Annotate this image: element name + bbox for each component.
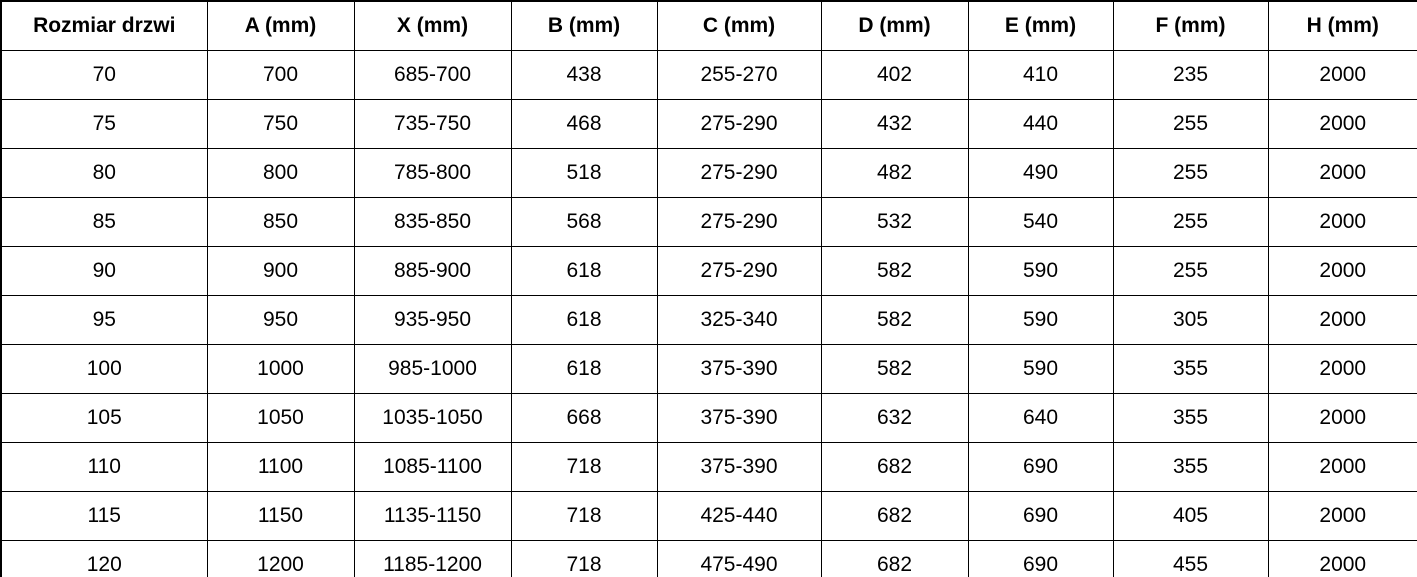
table-cell: 120 [1, 541, 207, 577]
table-cell: 640 [968, 394, 1113, 443]
table-cell: 275-290 [657, 149, 821, 198]
table-cell: 325-340 [657, 296, 821, 345]
table-cell: 682 [821, 541, 968, 577]
table-cell: 2000 [1268, 296, 1417, 345]
table-cell: 2000 [1268, 443, 1417, 492]
table-cell: 355 [1113, 443, 1268, 492]
table-cell: 518 [511, 149, 657, 198]
table-cell: 1200 [207, 541, 354, 577]
table-body [1, 51, 1417, 577]
table-cell: 275-290 [657, 247, 821, 296]
table-cell: 2000 [1268, 541, 1417, 577]
table-cell: 85 [1, 198, 207, 247]
table-cell: 1050 [207, 394, 354, 443]
table-row [1, 247, 1417, 296]
table-cell: 2000 [1268, 345, 1417, 394]
table-cell: 590 [968, 345, 1113, 394]
column-header: X (mm) [354, 1, 511, 51]
column-header: B (mm) [511, 1, 657, 51]
table-cell: 1185-1200 [354, 541, 511, 577]
table-cell: 590 [968, 247, 1113, 296]
table-cell: 568 [511, 198, 657, 247]
table-cell: 375-390 [657, 443, 821, 492]
table-cell: 405 [1113, 492, 1268, 541]
table-cell: 985-1000 [354, 345, 511, 394]
table-cell: 275-290 [657, 100, 821, 149]
column-header: A (mm) [207, 1, 354, 51]
table-cell: 402 [821, 51, 968, 100]
table-cell: 718 [511, 541, 657, 577]
table-cell: 540 [968, 198, 1113, 247]
table-cell: 115 [1, 492, 207, 541]
table-cell: 690 [968, 541, 1113, 577]
table-cell: 1035-1050 [354, 394, 511, 443]
table-cell: 2000 [1268, 492, 1417, 541]
table-cell: 275-290 [657, 198, 821, 247]
table-row [1, 492, 1417, 541]
table-cell: 690 [968, 492, 1113, 541]
table-cell: 582 [821, 296, 968, 345]
table-cell: 375-390 [657, 345, 821, 394]
table-cell: 2000 [1268, 149, 1417, 198]
table-cell: 950 [207, 296, 354, 345]
table-cell: 355 [1113, 345, 1268, 394]
table-cell: 255-270 [657, 51, 821, 100]
table-cell: 75 [1, 100, 207, 149]
table-cell: 100 [1, 345, 207, 394]
table-cell: 2000 [1268, 394, 1417, 443]
table-cell: 935-950 [354, 296, 511, 345]
table-cell: 2000 [1268, 247, 1417, 296]
table-cell: 618 [511, 345, 657, 394]
table-cell: 682 [821, 492, 968, 541]
table-row [1, 100, 1417, 149]
table-cell: 490 [968, 149, 1113, 198]
table-cell: 255 [1113, 247, 1268, 296]
table-cell: 438 [511, 51, 657, 100]
table-row [1, 296, 1417, 345]
table-cell: 255 [1113, 198, 1268, 247]
table-row [1, 345, 1417, 394]
table-cell: 235 [1113, 51, 1268, 100]
table-cell: 800 [207, 149, 354, 198]
table-cell: 255 [1113, 149, 1268, 198]
table-cell: 685-700 [354, 51, 511, 100]
table-cell: 2000 [1268, 100, 1417, 149]
table-cell: 700 [207, 51, 354, 100]
table-cell: 582 [821, 345, 968, 394]
table-cell: 455 [1113, 541, 1268, 577]
table-cell: 618 [511, 296, 657, 345]
table-row [1, 51, 1417, 100]
table-cell: 255 [1113, 100, 1268, 149]
table-cell: 2000 [1268, 198, 1417, 247]
table-cell: 80 [1, 149, 207, 198]
table-cell: 110 [1, 443, 207, 492]
column-header: H (mm) [1268, 1, 1417, 51]
table-cell: 440 [968, 100, 1113, 149]
table-cell: 468 [511, 100, 657, 149]
table-cell: 375-390 [657, 394, 821, 443]
table-row [1, 149, 1417, 198]
table-row [1, 541, 1417, 577]
table-cell: 1135-1150 [354, 492, 511, 541]
column-header: E (mm) [968, 1, 1113, 51]
table-cell: 482 [821, 149, 968, 198]
table-cell: 532 [821, 198, 968, 247]
table-cell: 1085-1100 [354, 443, 511, 492]
table-cell: 690 [968, 443, 1113, 492]
table-cell: 735-750 [354, 100, 511, 149]
table-row [1, 394, 1417, 443]
table-cell: 95 [1, 296, 207, 345]
column-header: Rozmiar drzwi [1, 1, 207, 51]
table-cell: 632 [821, 394, 968, 443]
table-cell: 475-490 [657, 541, 821, 577]
table-cell: 70 [1, 51, 207, 100]
table-cell: 750 [207, 100, 354, 149]
table-cell: 355 [1113, 394, 1268, 443]
table-cell: 850 [207, 198, 354, 247]
table-cell: 668 [511, 394, 657, 443]
table-cell: 590 [968, 296, 1113, 345]
table-cell: 718 [511, 443, 657, 492]
table-cell: 425-440 [657, 492, 821, 541]
table-cell: 682 [821, 443, 968, 492]
table-cell: 1000 [207, 345, 354, 394]
column-header: D (mm) [821, 1, 968, 51]
column-header: C (mm) [657, 1, 821, 51]
table-cell: 785-800 [354, 149, 511, 198]
table-cell: 305 [1113, 296, 1268, 345]
header-row [1, 1, 1417, 51]
column-header: F (mm) [1113, 1, 1268, 51]
table-cell: 2000 [1268, 51, 1417, 100]
table-cell: 718 [511, 492, 657, 541]
table-row [1, 198, 1417, 247]
table-cell: 410 [968, 51, 1113, 100]
table-cell: 885-900 [354, 247, 511, 296]
table-cell: 105 [1, 394, 207, 443]
table-row [1, 443, 1417, 492]
table-cell: 432 [821, 100, 968, 149]
table-cell: 1100 [207, 443, 354, 492]
table-cell: 835-850 [354, 198, 511, 247]
table-cell: 618 [511, 247, 657, 296]
table-cell: 1150 [207, 492, 354, 541]
table-cell: 582 [821, 247, 968, 296]
table-cell: 900 [207, 247, 354, 296]
table-cell: 90 [1, 247, 207, 296]
